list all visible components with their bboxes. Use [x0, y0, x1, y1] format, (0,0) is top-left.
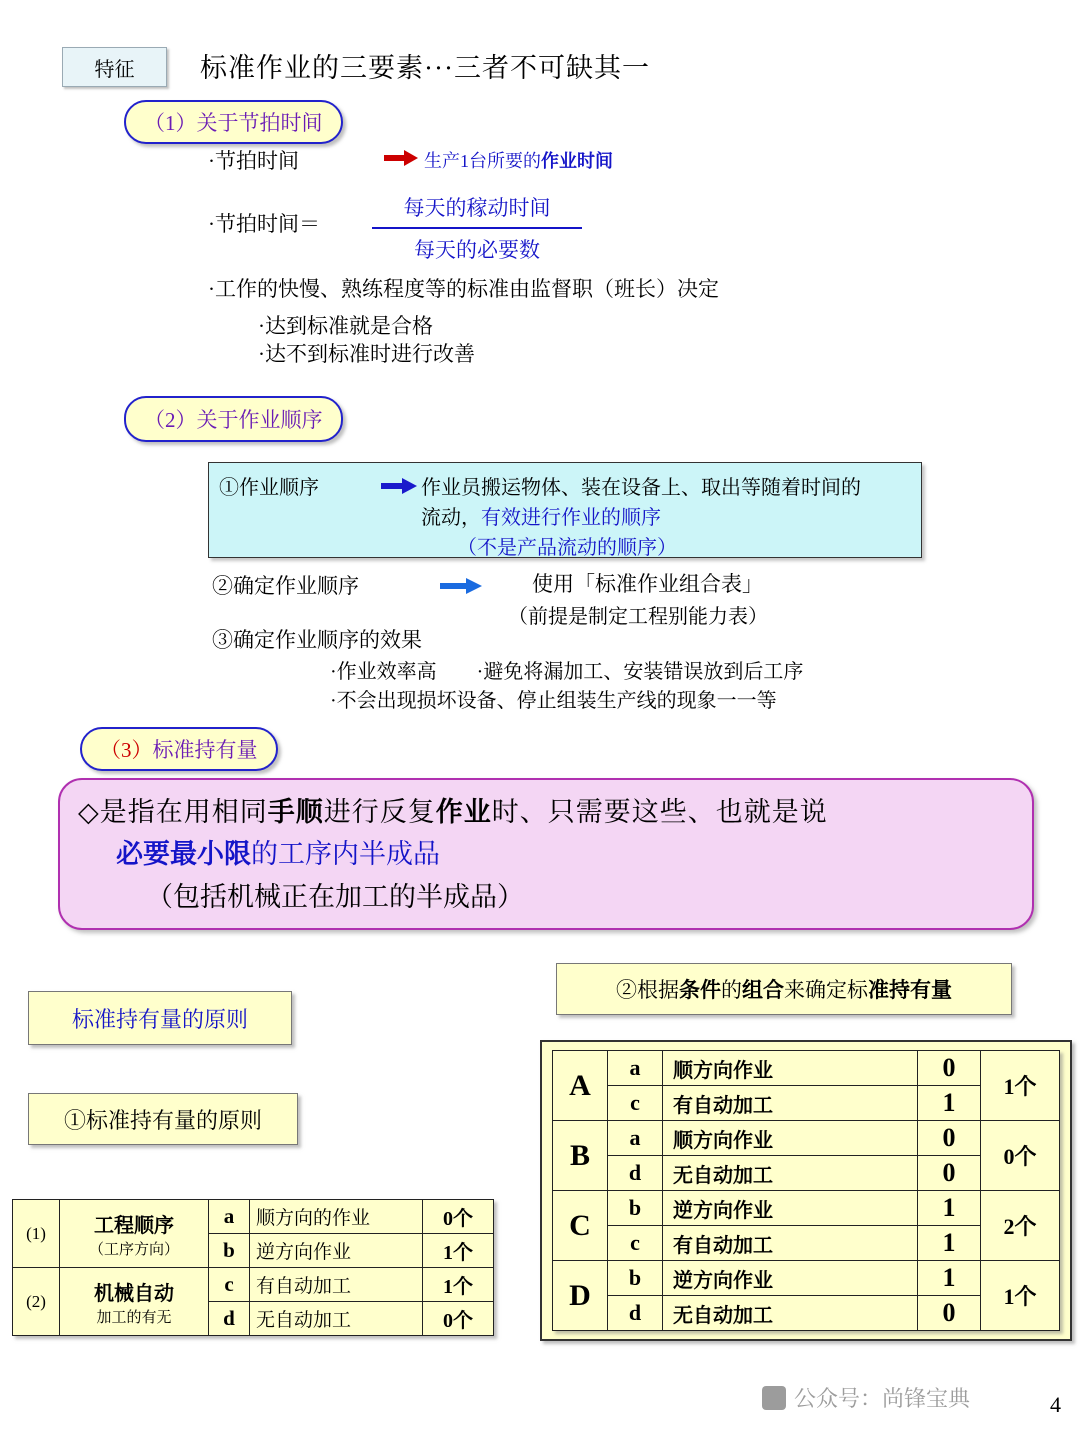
work-order-desc-line3: （不是产品流动的顺序） [457, 537, 677, 559]
row-desc: 无自动加工 [663, 1296, 918, 1331]
definition-line-1-a: ◇是指在用相同 [78, 797, 268, 827]
standard-improve-text: ·达不到标准时进行改善 [258, 342, 475, 366]
row-code: c [608, 1086, 663, 1121]
row-desc: 逆方向作业 [663, 1261, 918, 1296]
group-sum: 1个 [981, 1261, 1060, 1331]
principle-subtitle-box [28, 1093, 298, 1145]
page-title: 标准作业的三要素···三者不可缺其一 [200, 53, 650, 83]
row-value: 1 [918, 1226, 981, 1261]
takt-line-value-b: 作业时间 [541, 151, 613, 171]
row-value: 0 [918, 1156, 981, 1191]
caption-e: 来确定标 [784, 978, 868, 1002]
principle-subtitle-label: ①标准持有量的原则 [63, 1107, 262, 1133]
row-desc: 逆方向作业 [250, 1234, 423, 1268]
definition-line-1-d: 作业 [435, 797, 492, 827]
work-order-box [208, 462, 922, 558]
takt-formula-fraction [372, 192, 582, 264]
determine-order-label: ②确定作业顺序 [212, 574, 359, 598]
section-3-pill-index: （3） [100, 738, 153, 762]
watermark [762, 1382, 970, 1413]
group-label: A [553, 1051, 608, 1121]
row-category-sub: 加工的有无 [96, 1309, 172, 1326]
work-order-desc-line2 [421, 501, 661, 530]
watermark-logo-icon [762, 1386, 786, 1410]
watermark-text: 公众号：尚锋宝典 [794, 1386, 971, 1411]
definition-line-1-b: 手顺 [267, 797, 324, 827]
row-desc: 无自动加工 [250, 1302, 423, 1336]
row-code: c [608, 1226, 663, 1261]
row-desc: 有自动加工 [663, 1226, 918, 1261]
section-2-pill-label: （2）关于作业顺序 [144, 408, 323, 432]
work-order-desc-line1: 作业员搬运物体、装在设备上、取出等随着时间的 [421, 477, 861, 499]
caption-a: ②根据 [616, 978, 679, 1002]
row-desc: 逆方向作业 [663, 1191, 918, 1226]
row-code: a [608, 1121, 663, 1156]
standard-stock-definition-box [58, 778, 1034, 930]
row-category [60, 1200, 209, 1268]
row-category-main: 工程顺序 [94, 1214, 174, 1237]
row-index: (2) [13, 1268, 60, 1336]
row-code: d [209, 1302, 250, 1336]
row-value: 0 [918, 1051, 981, 1086]
row-value: 1 [918, 1261, 981, 1296]
row-category [60, 1268, 209, 1336]
fraction-denominator: 每天的必要数 [414, 238, 540, 262]
caption-b: 条件 [679, 978, 721, 1002]
section-1-pill [124, 100, 343, 144]
row-code: a [209, 1200, 250, 1234]
row-code: b [209, 1234, 250, 1268]
caption-d: 组合 [742, 978, 784, 1002]
row-code: a [608, 1051, 663, 1086]
row-index: (1) [13, 1200, 60, 1268]
row-value: 0个 [423, 1302, 494, 1336]
row-desc: 有自动加工 [663, 1086, 918, 1121]
blue-arrow-icon [381, 478, 417, 494]
standard-decider-text: ·工作的快慢、熟练程度等的标准由监督职（班长）决定 [208, 277, 719, 301]
row-code: d [608, 1296, 663, 1331]
group-label: C [553, 1191, 608, 1261]
group-label: B [553, 1121, 608, 1191]
table-row [13, 1268, 494, 1302]
takt-line-label: ·节拍时间 [208, 149, 299, 173]
row-code: b [608, 1261, 663, 1296]
row-value: 0 [918, 1121, 981, 1156]
group-sum: 2个 [981, 1191, 1060, 1261]
table-row [13, 1200, 494, 1234]
row-value: 1个 [423, 1268, 494, 1302]
definition-line-1-e: 时、只需要这些、也就是说 [491, 797, 828, 827]
row-desc: 顺方向的作业 [250, 1200, 423, 1234]
table-row [553, 1261, 1060, 1296]
row-desc: 顺方向作业 [663, 1051, 918, 1086]
order-effect-label: ③确定作业顺序的效果 [212, 628, 422, 652]
definition-line-2-b: 的工序内半成品 [251, 839, 440, 869]
section-1-pill-label: （1）关于节拍时间 [144, 111, 323, 135]
row-value: 0个 [423, 1200, 494, 1234]
definition-line-3: （包括机械正在加工的半成品） [146, 882, 524, 912]
feature-tag [62, 47, 167, 87]
definition-line-1 [78, 790, 828, 829]
section-3-pill-label: 标准持有量 [152, 738, 258, 762]
fraction-bar [372, 227, 582, 229]
combination-caption-box [556, 963, 1012, 1015]
row-value: 1 [918, 1086, 981, 1121]
standard-pass-text: ·达到标准就是合格 [258, 314, 433, 338]
red-arrow-icon [384, 150, 418, 166]
row-value: 0 [918, 1296, 981, 1331]
principle-title-label: 标准持有量的原则 [71, 1006, 248, 1032]
table-row [553, 1191, 1060, 1226]
row-code: d [608, 1156, 663, 1191]
principle-title-box [28, 991, 292, 1045]
combination-caption [616, 974, 952, 1004]
work-order-item-label: ①作业顺序 [219, 477, 319, 499]
combination-table [552, 1050, 1060, 1331]
page-number: 4 [1050, 1392, 1061, 1417]
work-order-desc-line2-b: 有效进行作业的顺序 [481, 507, 661, 529]
row-code: b [608, 1191, 663, 1226]
work-order-desc-line2-a: 流动， [421, 507, 481, 529]
table-row [553, 1121, 1060, 1156]
determine-order-note: （前提是制定工程别能力表） [508, 606, 768, 628]
definition-line-2 [116, 832, 440, 871]
combination-table-wrapper [540, 1040, 1072, 1341]
feature-tag-label: 特征 [94, 58, 135, 81]
group-sum: 1个 [981, 1051, 1060, 1121]
section-2-pill [124, 396, 343, 442]
row-category-main: 机械自动 [94, 1282, 174, 1305]
group-sum: 0个 [981, 1121, 1060, 1191]
row-category-sub: （工序方向） [88, 1241, 179, 1258]
row-code: c [209, 1268, 250, 1302]
row-value: 1 [918, 1191, 981, 1226]
row-desc: 有自动加工 [250, 1268, 423, 1302]
definition-line-2-a: 必要最小限 [116, 839, 251, 869]
takt-line-value [424, 147, 613, 173]
table-row [553, 1051, 1060, 1086]
row-desc: 无自动加工 [663, 1156, 918, 1191]
caption-f: 准持有量 [868, 978, 952, 1002]
group-label: D [553, 1261, 608, 1331]
row-desc: 顺方向作业 [663, 1121, 918, 1156]
takt-line-value-a: 生产1台所要的 [424, 151, 541, 171]
order-effect-item-1: ·作业效率高 ·避免将漏加工、安装错误放到后工序 [330, 661, 804, 683]
section-3-pill [80, 727, 278, 771]
order-effect-item-2: ·不会出现损坏设备、停止组装生产线的现象一一等 [330, 690, 777, 712]
row-value: 1个 [423, 1234, 494, 1268]
caption-c: 的 [721, 978, 742, 1002]
fraction-numerator: 每天的稼动时间 [403, 196, 551, 220]
blue-arrow-icon-2 [440, 578, 482, 594]
definition-line-1-c: 进行反复 [323, 797, 436, 827]
principle-table [12, 1199, 494, 1336]
takt-formula-label: ·节拍时间＝ [208, 212, 320, 236]
determine-order-value: 使用「标准作业组合表」 [532, 572, 763, 596]
